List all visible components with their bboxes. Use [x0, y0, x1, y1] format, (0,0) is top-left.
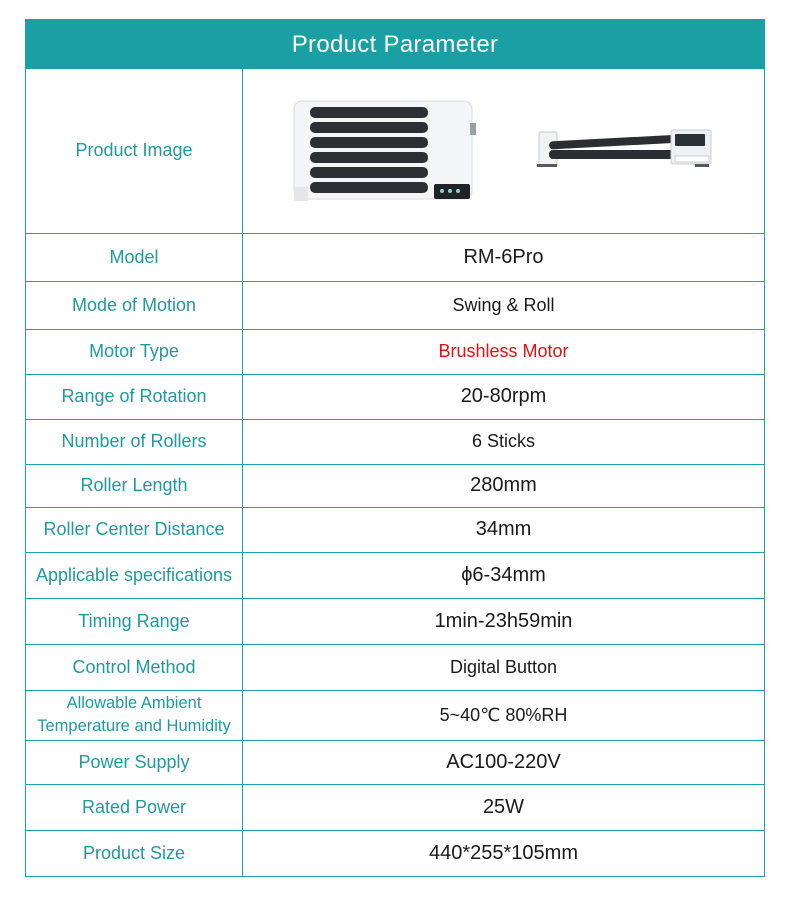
parameter-table: [25, 19, 765, 877]
row-value: 440*255*105mm: [243, 830, 765, 876]
row-label: Product Image: [26, 69, 243, 233]
table-row: [26, 784, 764, 830]
row-label: Rated Power: [26, 784, 243, 830]
row-label: Roller Length: [26, 464, 243, 507]
table-row: [26, 552, 764, 598]
row-value: 1min-23h59min: [243, 598, 765, 644]
row-value: 6 Sticks: [243, 419, 765, 464]
row-value: ϕ6-34mm: [243, 552, 765, 598]
row-value: 34mm: [243, 507, 765, 552]
row-value: 5~40℃ 80%RH: [243, 690, 765, 740]
table-row: [26, 464, 764, 507]
row-label: Roller Center Distance: [26, 507, 243, 552]
row-value: RM-6Pro: [243, 233, 765, 281]
row-label: Number of Rollers: [26, 419, 243, 464]
table-row: [26, 69, 764, 233]
spec-table: [26, 69, 764, 876]
table-title-text: Product Parameter: [291, 30, 499, 58]
table-row: [26, 507, 764, 552]
table-row: [26, 329, 764, 374]
product-front-image: [292, 97, 476, 205]
row-label: Applicable specifications: [26, 552, 243, 598]
row-label: Model: [26, 233, 243, 281]
row-value: 25W: [243, 784, 765, 830]
table-row: [26, 598, 764, 644]
row-value: AC100-220V: [243, 740, 765, 784]
row-label: Allowable Ambient Temperature and Humidity: [26, 690, 243, 740]
row-label: Timing Range: [26, 598, 243, 644]
product-images: [243, 69, 765, 233]
row-label: Motor Type: [26, 329, 243, 374]
row-label: Range of Rotation: [26, 374, 243, 419]
row-value: 20-80rpm: [243, 374, 765, 419]
table-row: [26, 419, 764, 464]
table-row: [26, 690, 764, 740]
table-row: [26, 830, 764, 876]
product-side-image: [535, 126, 715, 176]
table-title: [26, 20, 764, 69]
row-value-highlight: Brushless Motor: [243, 329, 765, 374]
row-label: Product Size: [26, 830, 243, 876]
table-row: [26, 374, 764, 419]
row-value: 280mm: [243, 464, 765, 507]
table-row: [26, 233, 764, 281]
table-row: [26, 740, 764, 784]
row-value: Swing & Roll: [243, 281, 765, 329]
row-label: Mode of Motion: [26, 281, 243, 329]
table-row: [26, 281, 764, 329]
row-label: Power Supply: [26, 740, 243, 784]
row-value: Digital Button: [243, 644, 765, 690]
table-row: [26, 644, 764, 690]
row-label: Control Method: [26, 644, 243, 690]
